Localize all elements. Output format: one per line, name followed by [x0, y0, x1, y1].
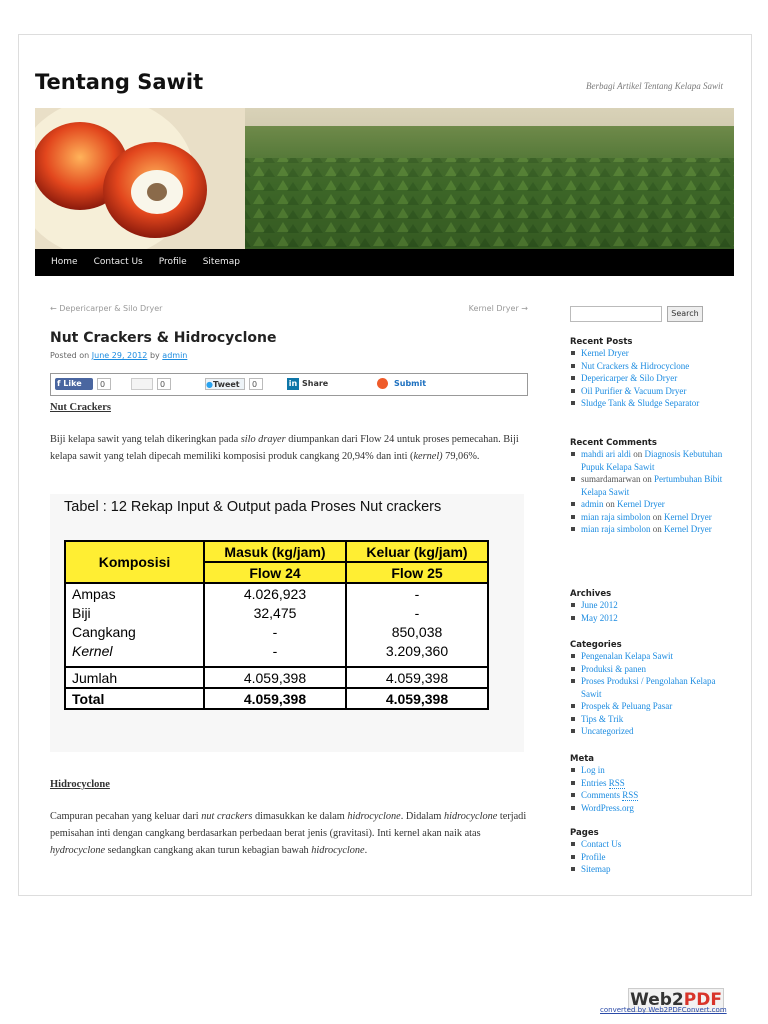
para1-text-b: diumpankan dari Flow 24 untuk proses pemecahan. Biji kelapa sawit yang telah dipecah memiliki komposisi produk cangkang 20,94% dan inti (	[50, 434, 519, 462]
submit-label: Submit	[394, 379, 427, 388]
list-item	[570, 725, 720, 738]
entries-label: Entries	[581, 777, 609, 788]
like-label: Like	[63, 379, 82, 388]
category-link[interactable]: Pengenalan Kelapa Sawit	[581, 651, 673, 661]
cell-komposisi: Ampas	[65, 583, 204, 603]
recent-post-link[interactable]: Kernel Dryer	[581, 348, 629, 358]
archives-title: Archives	[570, 589, 612, 599]
linkedin-icon: in	[288, 379, 298, 388]
cell-keluar: 3.209,360	[346, 641, 488, 667]
recent-post-link[interactable]: Depericarper & Silo Dryer	[581, 373, 678, 383]
category-link[interactable]: Uncategorized	[581, 726, 634, 736]
comment-on: on	[633, 449, 643, 459]
meta-by: by	[149, 351, 160, 360]
para2-em-2: hidrocyclone	[347, 811, 401, 822]
comment-author: sumardamarwan	[581, 474, 641, 484]
comment-on: on	[642, 474, 652, 484]
comment-post-link[interactable]: Diagnosis Kebutuhan Pupuk Kelapa Sawit	[581, 449, 723, 472]
para2-em-1: nut crackers	[201, 811, 253, 822]
category-link[interactable]: Tips & Trik	[581, 713, 624, 724]
converted-by-link[interactable]: converted by Web2PDFConvert.com	[600, 1006, 727, 1014]
cell-total-masuk: 4.059,398	[204, 688, 346, 709]
comment-author-link[interactable]: mahdi ari aldi	[581, 449, 631, 459]
rss-abbr: RSS	[608, 777, 625, 788]
paragraph-1	[50, 431, 528, 465]
list-item	[570, 511, 730, 524]
next-post-link[interactable]: Kernel Dryer →	[468, 304, 528, 313]
table-row-total	[65, 688, 488, 709]
table-image	[50, 494, 524, 752]
header-komposisi: Komposisi	[65, 541, 204, 583]
meta-title: Meta	[570, 754, 595, 764]
search-button[interactable]: Search	[667, 306, 703, 322]
search-input[interactable]	[570, 306, 662, 322]
para2-em-3: hidrocyclone	[443, 811, 498, 822]
heading-nut-crackers-block	[50, 399, 528, 416]
table-row	[65, 622, 488, 641]
list-item	[570, 347, 720, 360]
widget-meta	[570, 754, 720, 814]
list-item	[570, 851, 720, 864]
plus-count: 0	[157, 378, 171, 390]
list-item	[570, 863, 720, 876]
tweet-count: 0	[249, 378, 263, 390]
cell-komposisi: Cangkang	[65, 622, 204, 641]
cell-komposisi: Kernel	[65, 641, 204, 667]
logo-pdf: PDF	[683, 990, 722, 1010]
list-item	[570, 360, 720, 373]
linkedin-label: Share	[302, 379, 329, 388]
category-link[interactable]: Produksi & panen	[581, 663, 646, 674]
comment-on: on	[605, 499, 615, 509]
cell-keluar: 850,038	[346, 622, 488, 641]
categories-title: Categories	[570, 640, 622, 650]
recent-comments-title: Recent Comments	[570, 438, 657, 448]
heading-nut-crackers: Nut Crackers	[50, 402, 111, 413]
recent-post-link[interactable]: Sludge Tank & Sludge Separator	[581, 398, 700, 408]
comment-on: on	[652, 511, 662, 522]
list-item	[570, 498, 730, 511]
stumbleupon-submit-button[interactable]	[377, 378, 433, 390]
para1-text-c: 79,06%.	[442, 451, 480, 462]
list-item	[570, 473, 730, 498]
recent-posts-title: Recent Posts	[570, 337, 633, 347]
login-link[interactable]: Log in	[581, 765, 605, 775]
cell-total-keluar: 4.059,398	[346, 688, 488, 709]
recent-post-link[interactable]: Oil Purifier & Vacuum Dryer	[581, 385, 687, 396]
page-link-sitemap[interactable]: Sitemap	[581, 864, 611, 874]
list-item	[570, 663, 720, 676]
list-item	[570, 397, 720, 410]
post-author-link[interactable]: admin	[162, 351, 188, 360]
heading-hidrocyclone: Hidrocyclone	[50, 779, 110, 790]
para2-text-b: dimasukkan ke dalam	[252, 811, 348, 822]
like-count: 0	[97, 378, 111, 390]
cell-keluar: -	[346, 583, 488, 603]
twitter-icon: ●	[206, 380, 213, 389]
list-item	[570, 612, 720, 625]
heading-hidrocyclone-block	[50, 776, 528, 793]
para2-text-d: terjadi pemisahan inti dengan cangkang berdasarkan perbedaan berat jenis (gravitasi). Inti kernel akan naik atas	[50, 811, 527, 839]
widget-recent-posts	[570, 337, 720, 410]
comment-post-link[interactable]: Kernel Dryer	[617, 499, 665, 509]
para2-text-e: sedangkan cangkang akan turun kebagian bawah	[105, 845, 312, 856]
header-keluar: Keluar (kg/jam)	[346, 541, 488, 562]
header-flow24: Flow 24	[204, 562, 346, 583]
list-item	[570, 802, 720, 815]
cell-komposisi: Biji	[65, 603, 204, 622]
para1-text-a: Biji kelapa sawit yang telah dikeringkan pada	[50, 434, 241, 445]
list-item	[570, 599, 720, 612]
recent-post-link[interactable]: Nut Crackers & Hidrocyclone	[581, 360, 690, 371]
linkedin-share-button[interactable]	[287, 378, 331, 390]
comments-label: Comments	[581, 790, 623, 800]
meta-prefix: Posted on	[50, 351, 90, 360]
para2-text-f: .	[364, 845, 368, 856]
header-masuk: Masuk (kg/jam)	[204, 541, 346, 562]
site-title[interactable]: Tentang Sawit	[35, 70, 204, 94]
facebook-icon: f	[57, 379, 64, 388]
list-item	[570, 385, 720, 398]
site-description: Berbagi Artikel Tentang Kelapa Sawit	[586, 81, 723, 91]
facebook-like-button[interactable]	[55, 378, 93, 390]
list-item	[570, 523, 730, 536]
nav-profile[interactable]: Profile	[158, 257, 187, 267]
cell-keluar: -	[346, 603, 488, 622]
archive-link[interactable]: June 2012	[581, 600, 618, 610]
cell-total-label: Total	[65, 688, 204, 709]
comment-on: on	[652, 524, 662, 534]
previous-post-link[interactable]: ← Depericarper & Silo Dryer	[50, 304, 163, 313]
table-row	[65, 641, 488, 667]
comment-author-link[interactable]: admin	[581, 499, 604, 509]
cell-jumlah-masuk: 4.059,398	[204, 667, 346, 688]
nav-home[interactable]: Home	[51, 257, 78, 267]
comment-author-link[interactable]: mian raja simbolon	[581, 511, 651, 522]
pages-title: Pages	[570, 828, 599, 838]
list-item	[570, 777, 720, 790]
header-image	[35, 108, 734, 249]
list-item	[570, 650, 720, 663]
post-title[interactable]: Nut Crackers & Hidrocyclone	[50, 330, 277, 346]
tweet-label: Tweet	[212, 380, 240, 389]
list-item	[570, 838, 720, 851]
main-navigation	[35, 249, 734, 276]
comment-author-link[interactable]: mian raja simbolon	[581, 524, 651, 534]
para1-em-kernel: kernel)	[413, 451, 443, 462]
widget-archives	[570, 589, 720, 624]
nav-contact-us[interactable]: Contact Us	[93, 257, 143, 267]
comment-post-link[interactable]: Pertumbuhan Bibit Kelapa Sawit	[581, 474, 723, 497]
cell-masuk: -	[204, 622, 346, 641]
wordpress-link[interactable]: WordPress.org	[581, 802, 634, 813]
page-link-profile[interactable]: Profile	[581, 851, 606, 862]
table-caption: Tabel : 12 Rekap Input & Output pada Proses Nut crackers	[64, 499, 442, 515]
cell-jumlah-label: Jumlah	[65, 667, 204, 688]
list-item	[570, 372, 720, 385]
tweet-button[interactable]	[205, 378, 245, 390]
widget-pages	[570, 828, 720, 876]
list-item	[570, 448, 730, 473]
comment-post-link[interactable]: Kernel Dryer	[664, 524, 712, 534]
list-item	[570, 675, 720, 700]
header-flow25: Flow 25	[346, 562, 488, 583]
table-row	[65, 603, 488, 622]
list-item	[570, 764, 720, 777]
palm-plantation-image	[35, 108, 734, 249]
post-navigation	[50, 304, 528, 313]
list-item	[570, 789, 720, 802]
post-date-link[interactable]: June 29, 2012	[91, 351, 148, 360]
logo-web2: Web2	[630, 990, 684, 1010]
category-link[interactable]: Prospek & Peluang Pasar	[581, 701, 673, 711]
nav-sitemap[interactable]: Sitemap	[202, 257, 240, 267]
table-row-jumlah	[65, 667, 488, 688]
para1-em-silo: silo drayer	[240, 434, 286, 445]
comments-rss-link[interactable]	[581, 790, 638, 801]
stumbleupon-icon	[377, 378, 388, 389]
page-link-contact[interactable]: Contact Us	[581, 839, 622, 849]
cell-jumlah-keluar: 4.059,398	[346, 667, 488, 688]
widget-categories	[570, 640, 720, 738]
entries-rss-link[interactable]	[581, 778, 625, 789]
paragraph-2	[50, 808, 528, 859]
post-meta	[50, 351, 187, 360]
share-bar	[50, 373, 528, 396]
cell-masuk: 32,475	[204, 603, 346, 622]
comment-post-link[interactable]: Kernel Dryer	[664, 511, 712, 522]
rekap-table	[64, 540, 489, 710]
cell-masuk: 4.026,923	[204, 583, 346, 603]
category-link[interactable]: Proses Produksi / Pengolahan Kelapa Sawit	[581, 676, 716, 699]
list-item	[570, 713, 720, 726]
table-row	[65, 583, 488, 603]
list-item	[570, 700, 720, 713]
rss-abbr: RSS	[622, 790, 639, 800]
archive-link[interactable]: May 2012	[581, 612, 618, 623]
para2-em-4: hydrocyclone	[50, 845, 106, 856]
widget-recent-comments	[570, 438, 730, 536]
cell-masuk: -	[204, 641, 346, 667]
para2-text-c: . Didalam	[400, 811, 444, 822]
para2-text-a: Campuran pecahan yang keluar dari	[50, 811, 202, 822]
para2-em-5: hidrocyclone	[311, 845, 365, 856]
google-plus-button[interactable]	[131, 378, 153, 390]
